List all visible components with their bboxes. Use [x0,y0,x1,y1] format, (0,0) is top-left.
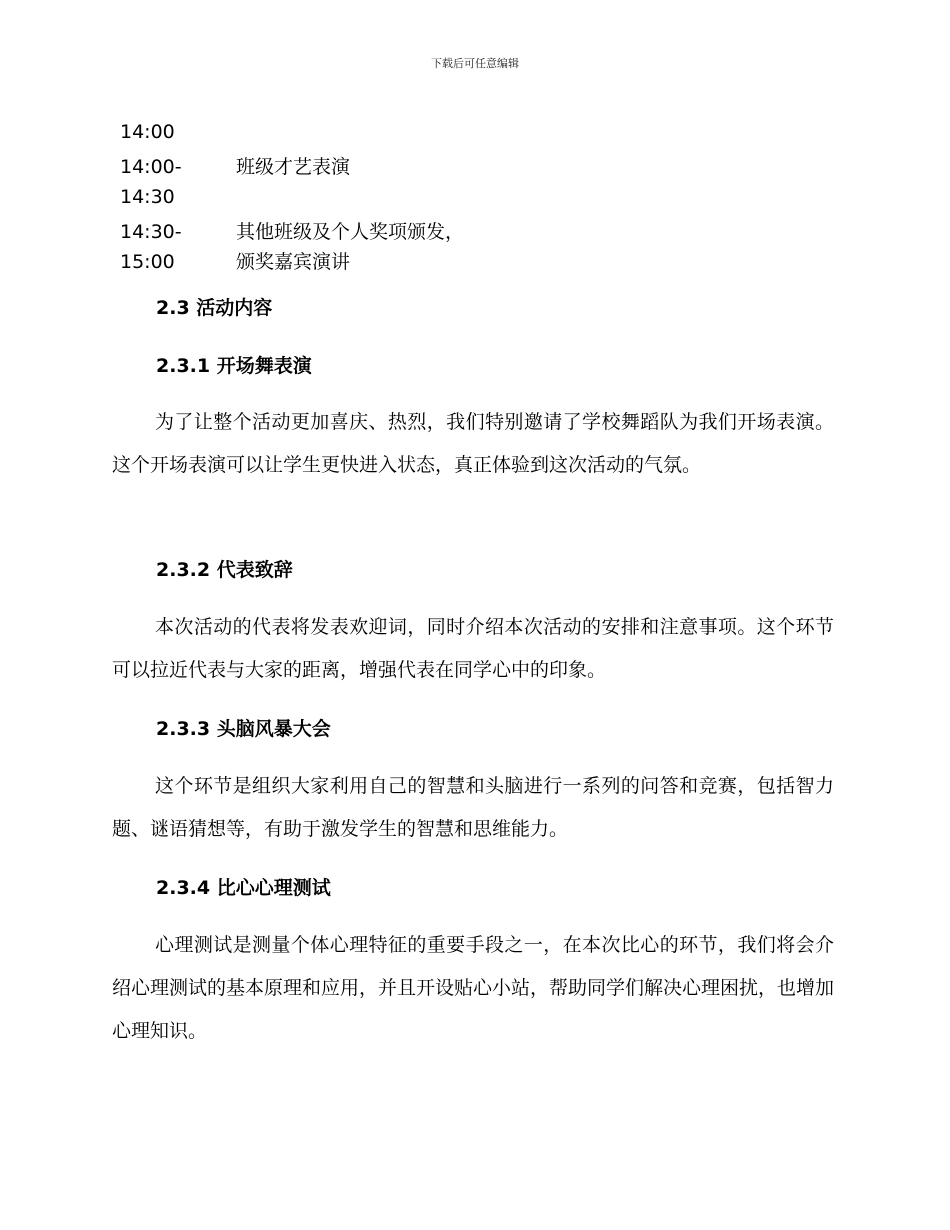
schedule-row [120,217,540,277]
schedule-row [120,117,540,147]
schedule-table [120,117,540,282]
schedule-event [236,117,466,147]
section-heading-2-3-1: 2.3.1 开场舞表演 [156,355,312,377]
section-body-2-3-3: 这个环节是组织大家利用自己的智慧和头脑进行一系列的问答和竞赛，包括智力题、谜语猜想等，有助于激发学生的智慧和思维能力。 [112,775,834,840]
section-heading-2-3-2: 2.3.2 代表致辞 [156,559,293,581]
page-header: 下载后可任意编辑 [431,57,519,70]
section-heading-2-3-3: 2.3.3 头脑风暴大会 [156,718,331,740]
section-body-2-3-1: 为了让整个活动更加喜庆、热烈，我们特别邀请了学校舞蹈队为我们开场表演。这个开场表演可以让学生更快进入状态，真正体验到这次活动的气氛。 [112,411,834,476]
schedule-time: 14:00- 14:30 [120,156,182,208]
schedule-event: 班级才艺表演 [236,156,351,178]
section-body-2-3-2: 本次活动的代表将发表欢迎词，同时介绍本次活动的安排和注意事项。这个环节可以拉近代表与大家的距离，增强代表在同学心中的印象。 [112,616,834,681]
section-heading-2-3-4: 2.3.4 比心心理测试 [156,877,331,899]
section-heading-2-3: 2.3 活动内容 [156,297,273,319]
schedule-time: 14:00 [120,121,175,143]
section-body-2-3-4: 心理测试是测量个体心理特征的重要手段之一，在本次比心的环节，我们将会介绍心理测试的基本原理和应用，并且开设贴心小站，帮助同学们解决心理困扰，也增加心理知识。 [112,934,835,1042]
schedule-event: 其他班级及个人奖项颁发，颁奖嘉宾演讲 [236,221,465,273]
schedule-time: 14:30- 15:00 [120,221,182,273]
schedule-row [120,152,540,212]
